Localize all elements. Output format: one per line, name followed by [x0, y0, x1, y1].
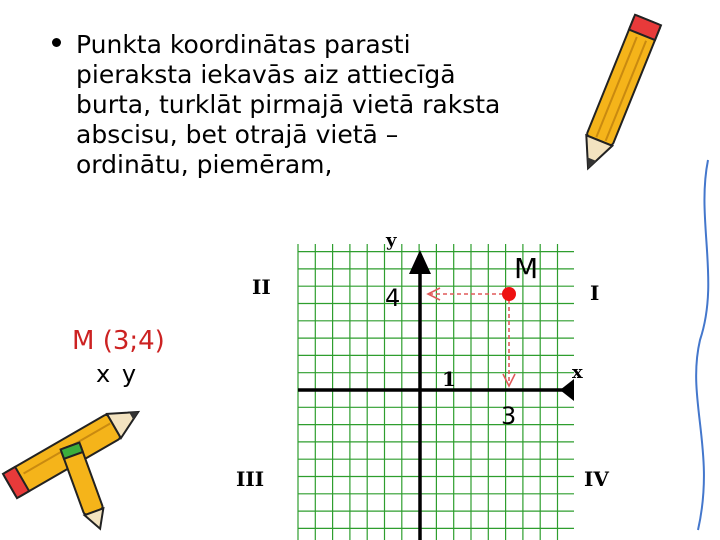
- point-m-label: M: [514, 252, 539, 285]
- axes-note: x y: [96, 360, 139, 388]
- unit-label: 1: [442, 367, 456, 391]
- bullet-line-5: ordinātu, piemēram,: [76, 150, 333, 179]
- quadrant-iv-label: IV: [584, 467, 609, 491]
- bullet-line-4: abscisu, bet otrajā vietā –: [76, 120, 399, 149]
- point-m-marker: [502, 287, 516, 301]
- point-notation: M (3;4): [72, 326, 165, 356]
- bullet-line-3: burta, turklāt pirmajā vietā raksta: [76, 90, 501, 119]
- coordinate-grid: [298, 244, 574, 540]
- y-axis-label: y: [386, 230, 397, 251]
- y-axis-arrow: [409, 250, 431, 274]
- quadrant-i-label: I: [590, 281, 600, 305]
- pencil-icon-top-right: [575, 15, 661, 174]
- bullet-line-2: pieraksta iekavās aiz attiecīgā: [76, 60, 456, 89]
- quadrant-ii-label: II: [252, 275, 271, 299]
- quadrant-iii-label: III: [236, 467, 265, 491]
- decorative-wave: [696, 160, 708, 530]
- pencil-icon-bottom-left-2: [61, 443, 110, 533]
- y-value-label: 4: [385, 284, 401, 312]
- bullet-line-1: Punkta koordinātas parasti: [76, 30, 411, 59]
- x-value-label: 3: [501, 402, 517, 430]
- x-axis-label: x: [572, 362, 583, 383]
